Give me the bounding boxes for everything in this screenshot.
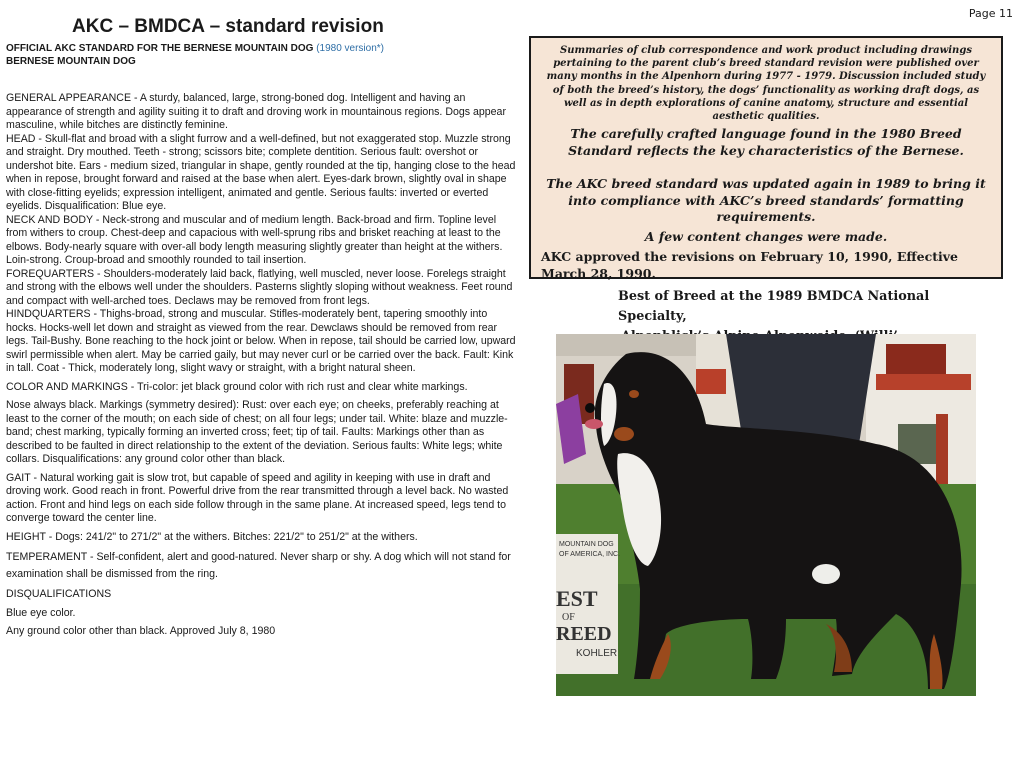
summary-approved: AKC approved the revisions on February 10, 1990, Effective March 28, 1990.	[541, 249, 958, 281]
section-forequarters: FOREQUARTERS - Shoulders-moderately laid back, flatlying, well muscled, never loose. Forelegs straight and strong with the elbows well under the shoulders. Pasterns slightly sloping without weakness. Feet round and compact with well-arched toes. Declaws may be removed from front legs.	[6, 267, 513, 307]
caption-line-1: Best of Breed at the 1989 BMDCA National Specialty,	[618, 289, 930, 324]
section-neck-and-body: NECK AND BODY - Neck-strong and muscular and of medium length. Back-broad and firm. Topline level from withers to croup. Chest-deep and capacious with well-sprung ribs and brisket reaching at least to the elbows. Body-nearly square with over-all body length measuring slightly greater than height at the withers. Loin-strong. Croup-broad and smoothly rounded to tail insertion.	[6, 213, 503, 266]
summary-updated: The AKC breed standard was updated again in 1989 to bring it into compliance with AKC’s breed standards’ formatting requirements.	[546, 176, 986, 225]
standard-version: (1980 version*)	[316, 43, 384, 54]
section-hindquarters: HINDQUARTERS - Thighs-broad, strong and muscular. Stifles-moderately bent, tapering smoothly into hocks. Hocks-well let down and straight as viewed from the rear. Dewclaws should be removed from rear legs. Tail-Bushy. Bone reaching to the hock joint or below. When in repose, tail should be carried low, upward swirl permissible when alert. May be carried gaily, but may never curl or be carried over the back. Fault: Kink in tall. Coat - Thick, moderately long, slight wavy or straight, with a bright natural sheen.	[6, 308, 516, 374]
sign-line-6: KOHLER	[576, 648, 618, 659]
sign-line-5: REED	[556, 623, 612, 645]
summary-intro: Summaries of club correspondence and work product including drawings pertaining to the parent club’s breed standard revision were published over many months in the Alpenhorn during 1977 - 1979. Discussion included study of both the breed’s history, the dogs’ functionality as working draft dogs, as well as in depth explorations of canine anatomy, structure and essential aesthetic qualities.	[546, 45, 986, 123]
section-general-appearance: GENERAL APPEARANCE - A sturdy, balanced, large, strong-boned dog. Intelligent and having an appearance of strength and agility suiting it to draft and droving work in mountainous regions. Dogs appear masculine, while bitches are distinctly feminine.	[6, 92, 506, 131]
standard-heading-text: OFFICIAL AKC STANDARD FOR THE BERNESE MOUNTAIN DOG	[6, 43, 314, 54]
section-disqualifications-heading: DISQUALIFICATIONS	[6, 588, 112, 600]
page-number: Page 11	[968, 7, 1013, 20]
standard-text-column	[6, 42, 518, 639]
section-gait: GAIT - Natural working gait is slow trot, but capable of speed and agility in keeping with use in draft and droving work. Good reach in front. Powerful drive from the rear transmitted through a level back. No wasted action. Front and hind legs on each side follow through in the same plane. At increased speed, legs tend to converge toward the center line.	[6, 471, 509, 524]
section-temperament: TEMPERAMENT - Self-confident, alert and good-natured. Never sharp or shy. A dog which will not stand for examination shall be dismissed from the ring.	[6, 551, 511, 580]
page-title: AKC – BMDCA – standard revision	[72, 16, 384, 37]
section-disqualification-color: Any ground color other than black. Approved July 8, 1980	[6, 625, 276, 637]
section-color-and-markings: COLOR AND MARKINGS - Tri-color: jet black ground color with rich rust and clear white markings.	[6, 380, 468, 393]
sign-line-4: OF	[562, 612, 575, 623]
dog-photo	[556, 334, 976, 696]
summary-box	[529, 36, 1003, 279]
section-height: HEIGHT - Dogs: 241/2" to 271/2" at the withers. Bitches: 221/2" to 251/2" at the withers.	[6, 530, 418, 543]
section-nose-markings: Nose always black. Markings (symmetry desired): Rust: over each eye; on cheeks, preferably reaching at least to the corner of the mouth; on each side of chest; on all four legs; under tail. White: blaze and muzzle-band; chest marking, typically forming an inverted cross; feet; tip of tail. Faults: Markings other than as described to be faulted in direct relationship to the extent of the deviation. Serious faults: White legs; white collars. Disqualifications: any ground color other than black.	[6, 399, 508, 465]
standard-subheading: BERNESE MOUNTAIN DOG	[6, 56, 136, 67]
section-head: HEAD - Skull-flat and broad with a slight furrow and a well-defined, but not exaggerated stop. Muzzle strong and straight. Dry mouthed. Teeth - strong; scissors bite; complete dentition. Serious fault: overshot or undershot bite. Ears - medium sized, triangular in shape, gently rounded at the tip, hanging close to the head when in repose, brought forward and raised at the base when alert. Eyes-dark brown, slightly oval in shape with close-fitting eyelids; expression intelligent, animated and gentle. Serious faults: inverted or everted eyelids. Disqualification: Blue eye.	[6, 132, 516, 212]
summary-few-changes: A few content changes were made.	[644, 228, 888, 244]
summary-crafted: The carefully crafted language found in the 1980 Breed Standard reflects the key characteristics of the Bernese.	[568, 126, 964, 158]
sign-line-3: EST	[556, 586, 598, 611]
sign-line-2: OF AMERICA, INC.	[559, 551, 621, 558]
standard-heading	[6, 42, 518, 55]
section-disqualification-eye: Blue eye color.	[6, 606, 76, 619]
sign-line-1: MOUNTAIN DOG	[559, 541, 614, 548]
